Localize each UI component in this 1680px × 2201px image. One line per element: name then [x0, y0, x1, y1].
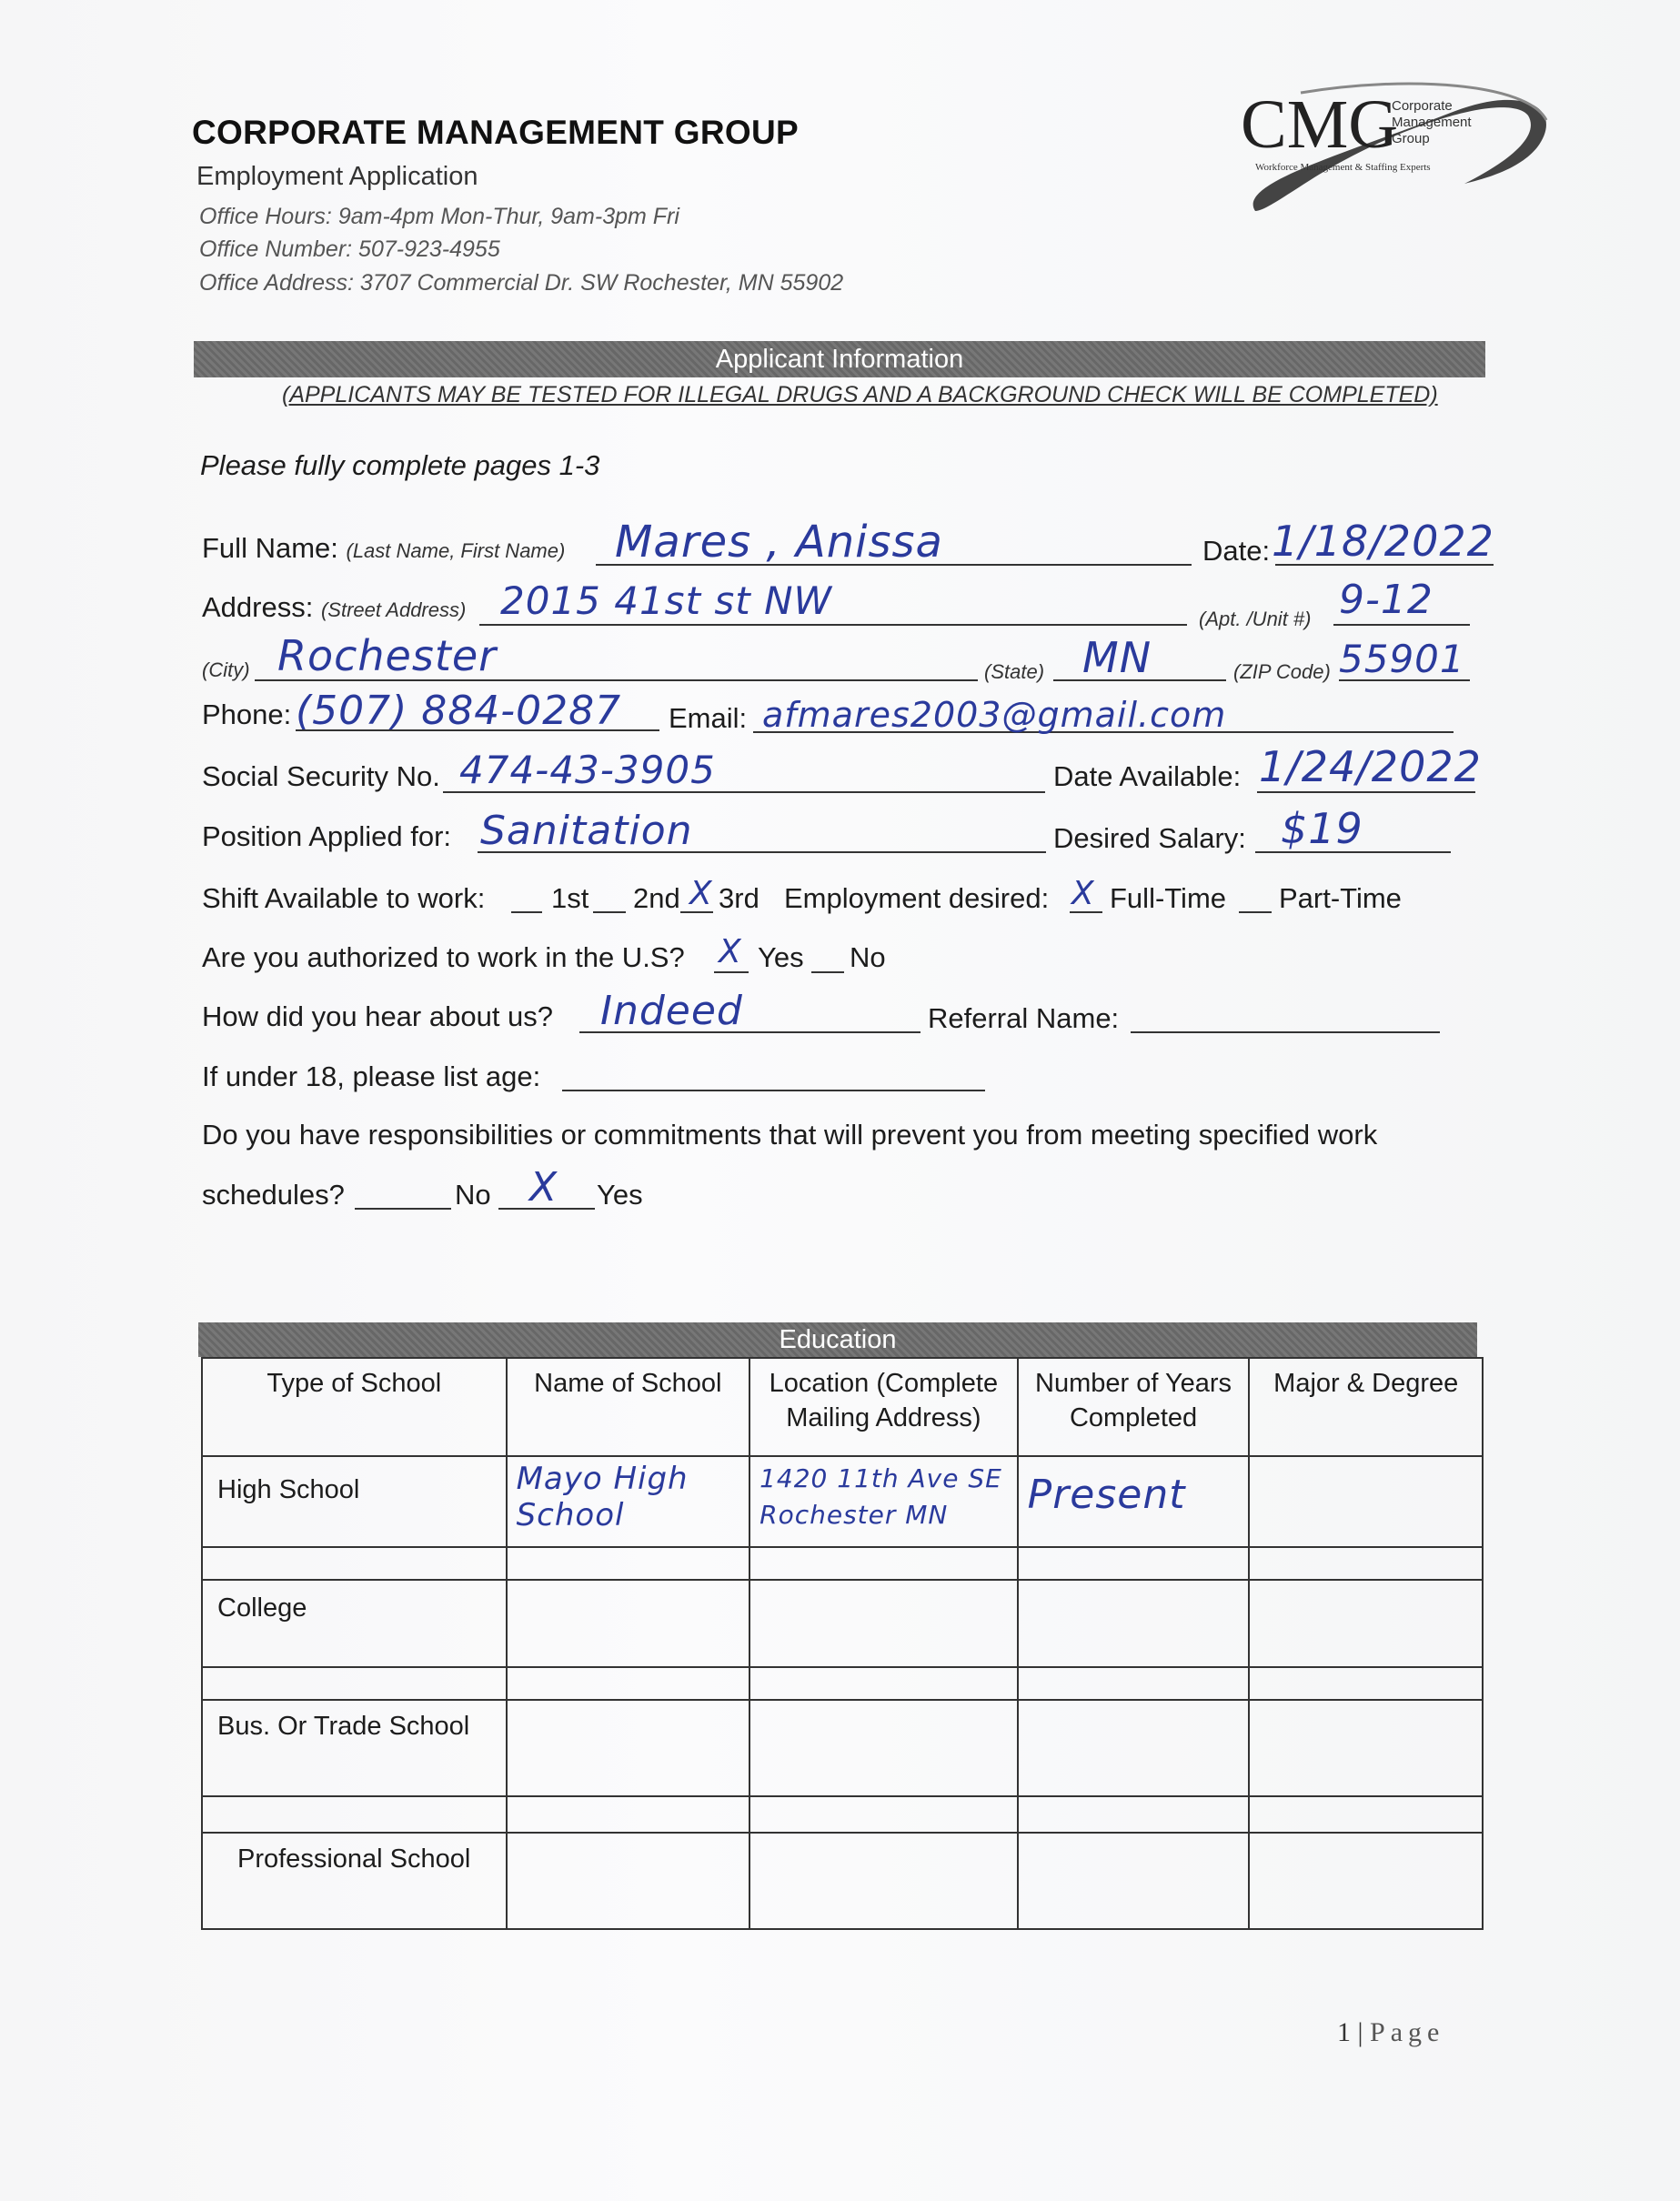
logo-line2: Management: [1392, 115, 1472, 130]
full-time-checkmark[interactable]: X: [1071, 875, 1095, 912]
shift-2-blank[interactable]: [593, 911, 626, 913]
shift-1-blank[interactable]: [511, 911, 542, 913]
apt-line: [1333, 624, 1470, 626]
city-label: (City): [202, 658, 250, 681]
school-major-cell[interactable]: [1249, 1700, 1483, 1796]
school-type-cell: College: [202, 1580, 507, 1667]
state-field[interactable]: MN: [1082, 633, 1152, 682]
school-major-cell[interactable]: [1249, 1833, 1483, 1929]
school-name-cell[interactable]: [507, 1833, 750, 1929]
shift-label: Shift Available to work:: [202, 882, 486, 914]
school-name-value[interactable]: Mayo High School: [516, 1461, 689, 1533]
school-name-cell[interactable]: [507, 1580, 750, 1667]
hear-about-field[interactable]: Indeed: [600, 988, 743, 1034]
city-field[interactable]: Rochester: [277, 631, 498, 680]
ssn-label: Social Security No.: [202, 760, 440, 792]
col-major-degree: Major & Degree: [1249, 1358, 1483, 1456]
date-label: Date:: [1202, 535, 1271, 567]
school-location-cell[interactable]: [749, 1700, 1018, 1796]
school-name-cell[interactable]: [507, 1456, 750, 1547]
school-years-value[interactable]: Present: [1027, 1472, 1186, 1518]
school-years-cell[interactable]: [1018, 1456, 1250, 1547]
table-row-spacer: [202, 1547, 1483, 1580]
authorized-label: Are you authorized to work in the U.S?: [202, 941, 685, 973]
school-years-cell[interactable]: [1018, 1580, 1250, 1667]
ssn-field[interactable]: 474-43-3905: [459, 748, 716, 792]
table-row: [202, 1700, 1483, 1796]
desired-salary-field[interactable]: $19: [1281, 804, 1363, 853]
school-type-cell: Professional School: [202, 1833, 507, 1929]
col-type-of-school: Type of School: [202, 1358, 507, 1456]
apt-field[interactable]: 9-12: [1339, 577, 1434, 623]
company-name: CORPORATE MANAGEMENT GROUP: [192, 114, 799, 151]
table-row: [202, 1833, 1483, 1929]
office-hours: Office Hours: 9am-4pm Mon-Thur, 9am-3pm Fri: [199, 204, 679, 229]
school-location-cell[interactable]: [749, 1580, 1018, 1667]
authorized-no-label: No: [850, 941, 886, 973]
col-years-completed: Number of Years Completed: [1018, 1358, 1250, 1456]
page-number: 1 | Page: [1337, 2017, 1445, 2047]
education-section-header: Education: [198, 1322, 1477, 1357]
education-header-row: [202, 1358, 1483, 1456]
authorized-no-blank[interactable]: [811, 971, 844, 973]
drug-test-notice: (APPLICANTS MAY BE TESTED FOR ILLEGAL DRUGS AND A BACKGROUND CHECK WILL BE COMPLETED): [282, 382, 1438, 407]
age-label: If under 18, please list age:: [202, 1060, 541, 1092]
full-name-label: Full Name: (Last Name, First Name): [202, 532, 566, 564]
address-field[interactable]: 2015 41st st NW: [500, 578, 833, 623]
logo-tagline: Workforce Management & Staffing Experts: [1255, 162, 1431, 173]
phone-field[interactable]: (507) 884-0287: [296, 688, 622, 734]
responsibilities-yes-label: Yes: [597, 1179, 643, 1211]
responsibilities-label: Do you have responsibilities or commitments that will prevent you from meeting specified work: [202, 1119, 1378, 1151]
col-location: Location (Complete Mailing Address): [749, 1358, 1018, 1456]
shift-1-label: 1st: [551, 882, 589, 914]
employment-desired-label: Employment desired:: [784, 882, 1050, 914]
table-row: [202, 1580, 1483, 1667]
responsibilities-no-blank[interactable]: [355, 1208, 451, 1210]
office-number: Office Number: 507-923-4955: [199, 236, 500, 262]
desired-salary-label: Desired Salary:: [1053, 822, 1246, 854]
shift-3-label: 3rd: [719, 882, 760, 914]
date-available-field[interactable]: 1/24/2022: [1259, 742, 1482, 791]
shift-3-checkmark[interactable]: X: [689, 875, 713, 912]
address-label: Address: (Street Address): [202, 591, 467, 623]
form-title: Employment Application: [196, 162, 478, 191]
responsibilities-no-label: No: [455, 1179, 491, 1211]
school-name-cell[interactable]: [507, 1700, 750, 1796]
zip-field[interactable]: 55901: [1339, 637, 1465, 681]
apt-label: (Apt. /Unit #): [1199, 608, 1312, 630]
applicant-section-header: Applicant Information: [194, 341, 1485, 377]
referral-name-label: Referral Name:: [928, 1002, 1120, 1034]
part-time-label: Part-Time: [1279, 882, 1402, 914]
school-major-cell[interactable]: [1249, 1456, 1483, 1547]
education-table: [201, 1357, 1484, 1930]
position-label: Position Applied for:: [202, 820, 452, 852]
school-major-cell[interactable]: [1249, 1580, 1483, 1667]
school-type-cell: Bus. Or Trade School: [202, 1700, 507, 1796]
full-name-field[interactable]: Mares , Anissa: [615, 517, 943, 568]
date-field[interactable]: 1/18/2022: [1272, 517, 1494, 566]
referral-name-field[interactable]: [1131, 1031, 1440, 1033]
logo-line3: Group: [1392, 131, 1430, 146]
school-location-value[interactable]: 1420 11th Ave SE Rochester MN: [760, 1463, 1002, 1530]
school-type-cell: High School: [202, 1456, 507, 1547]
phone-label: Phone:: [202, 698, 292, 730]
table-row-spacer: [202, 1796, 1483, 1833]
instruction-text: Please fully complete pages 1-3: [200, 449, 600, 481]
position-field[interactable]: Sanitation: [480, 808, 693, 854]
email-field[interactable]: afmares2003@gmail.com: [762, 695, 1227, 735]
state-label: (State): [984, 660, 1045, 683]
school-years-cell[interactable]: [1018, 1700, 1250, 1796]
school-location-cell[interactable]: [749, 1456, 1018, 1547]
school-years-cell[interactable]: [1018, 1833, 1250, 1929]
date-available-line: [1257, 791, 1475, 793]
age-field[interactable]: [562, 1090, 985, 1091]
cmg-logo: [1228, 75, 1564, 229]
responsibilities-yes-checkmark[interactable]: X: [529, 1164, 558, 1211]
full-time-label: Full-Time: [1110, 882, 1227, 914]
logo-mark: CMG: [1241, 86, 1399, 163]
logo-line1: Corporate: [1392, 98, 1453, 114]
email-label: Email:: [669, 702, 748, 734]
table-row: [202, 1456, 1483, 1547]
table-row-spacer: [202, 1667, 1483, 1700]
authorized-yes-blank[interactable]: [714, 971, 749, 973]
zip-label: (ZIP Code): [1233, 660, 1331, 683]
shift-2-label: 2nd: [633, 882, 680, 914]
school-location-cell[interactable]: [749, 1833, 1018, 1929]
address-line: [479, 624, 1187, 626]
authorized-yes-label: Yes: [758, 941, 804, 973]
date-available-label: Date Available:: [1053, 760, 1242, 792]
hear-about-label: How did you hear about us?: [202, 1000, 554, 1032]
col-name-of-school: Name of School: [507, 1358, 750, 1456]
authorized-yes-checkmark[interactable]: X: [719, 933, 742, 970]
office-address: Office Address: 3707 Commercial Dr. SW Rochester, MN 55902: [199, 270, 844, 296]
schedules-label: schedules?: [202, 1179, 345, 1211]
part-time-blank[interactable]: [1239, 911, 1272, 913]
